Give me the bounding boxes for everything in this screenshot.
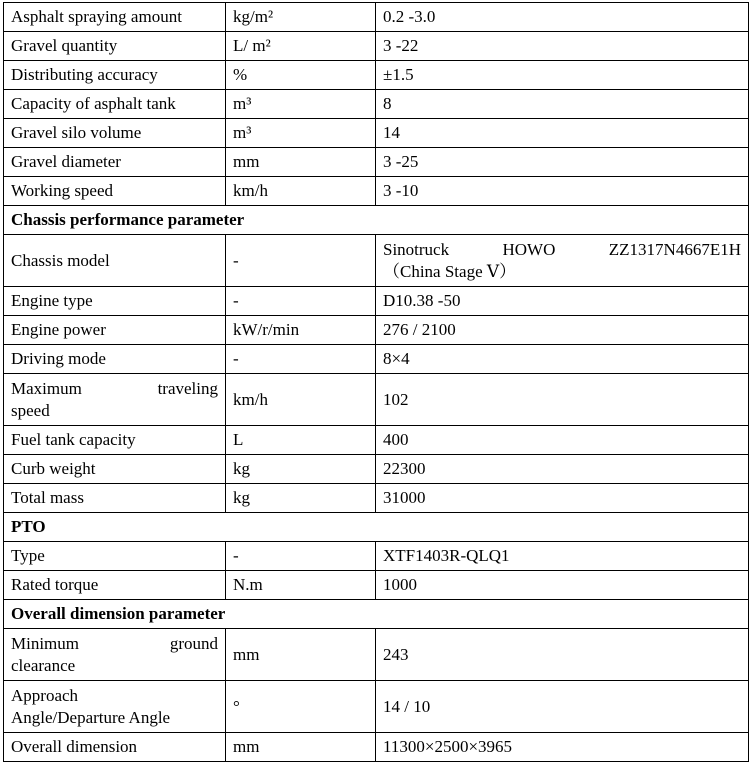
table-row [4,32,749,61]
param-cell: Distributing accuracy [4,61,226,90]
max-speed-line2: speed [11,400,50,420]
table-row [4,316,749,345]
table-row [4,235,749,287]
value-cell: 400 [376,426,749,455]
value-cell: 31000 [376,484,749,513]
param-cell: Asphalt spraying amount [4,3,226,32]
table-row [4,345,749,374]
value-cell: 22300 [376,455,749,484]
param-cell: Gravel quantity [4,32,226,61]
param-cell: Capacity of asphalt tank [4,90,226,119]
table-row [4,542,749,571]
param-cell: Gravel diameter [4,148,226,177]
clearance-line1: Minimum ground [11,633,218,653]
chassis-model-line1: Sinotruck HOWO ZZ1317N4667E1H [383,239,741,259]
table-row [4,571,749,600]
unit-cell: m³ [226,90,376,119]
table-row [4,61,749,90]
unit-cell: N.m [226,571,376,600]
param-cell [4,374,226,426]
param-cell: Gravel silo volume [4,119,226,148]
table-row [4,287,749,316]
unit-cell: ° [226,681,376,733]
param-cell: Driving mode [4,345,226,374]
param-cell: Curb weight [4,455,226,484]
param-cell: Type [4,542,226,571]
section-row [4,206,749,235]
param-cell: Overall dimension [4,733,226,762]
value-cell: ±1.5 [376,61,749,90]
param-cell: Engine power [4,316,226,345]
value-cell: 1000 [376,571,749,600]
table-row [4,148,749,177]
param-cell: Working speed [4,177,226,206]
param-cell: Chassis model [4,235,226,287]
unit-cell: % [226,61,376,90]
table-row [4,3,749,32]
table-row [4,177,749,206]
section-title-dimension: Overall dimension parameter [4,600,749,629]
value-cell: 8×4 [376,345,749,374]
unit-cell: L [226,426,376,455]
value-cell: 0.2 -3.0 [376,3,749,32]
value-cell: D10.38 -50 [376,287,749,316]
value-cell: 3 -25 [376,148,749,177]
section-row [4,600,749,629]
table-row [4,681,749,733]
unit-cell: kg [226,484,376,513]
value-cell: 3 -10 [376,177,749,206]
unit-cell: - [226,235,376,287]
value-cell: 276 / 2100 [376,316,749,345]
angle-line2: Angle/Departure Angle [11,707,171,727]
unit-cell: km/h [226,374,376,426]
table-row [4,484,749,513]
unit-cell: - [226,345,376,374]
value-cell: 3 -22 [376,32,749,61]
unit-cell: - [226,542,376,571]
unit-cell: m³ [226,119,376,148]
unit-cell: kW/r/min [226,316,376,345]
section-title-chassis: Chassis performance parameter [4,206,749,235]
param-cell [4,681,226,733]
unit-cell: mm [226,629,376,681]
value-cell: XTF1403R-QLQ1 [376,542,749,571]
table-row [4,374,749,426]
value-cell: 14 [376,119,749,148]
table-row [4,455,749,484]
table-row [4,426,749,455]
clearance-line2: clearance [11,655,76,675]
param-cell: Rated torque [4,571,226,600]
value-cell: 8 [376,90,749,119]
unit-cell: kg [226,455,376,484]
max-speed-line1: Maximum traveling [11,378,218,398]
table-row [4,733,749,762]
param-cell [4,629,226,681]
chassis-model-line2: （China Stage Ⅴ） [383,261,517,281]
value-cell [376,235,749,287]
table-row [4,629,749,681]
unit-cell: km/h [226,177,376,206]
spec-table [3,2,749,762]
unit-cell: mm [226,148,376,177]
param-cell: Total mass [4,484,226,513]
value-cell: 11300×2500×3965 [376,733,749,762]
section-row [4,513,749,542]
angle-line1: Approach [11,685,79,705]
section-title-pto: PTO [4,513,749,542]
param-cell: Engine type [4,287,226,316]
param-cell: Fuel tank capacity [4,426,226,455]
value-cell: 102 [376,374,749,426]
table-row [4,119,749,148]
value-cell: 243 [376,629,749,681]
table-row [4,90,749,119]
unit-cell: kg/m² [226,3,376,32]
unit-cell: L/ m² [226,32,376,61]
unit-cell: mm [226,733,376,762]
unit-cell: - [226,287,376,316]
value-cell: 14 / 10 [376,681,749,733]
